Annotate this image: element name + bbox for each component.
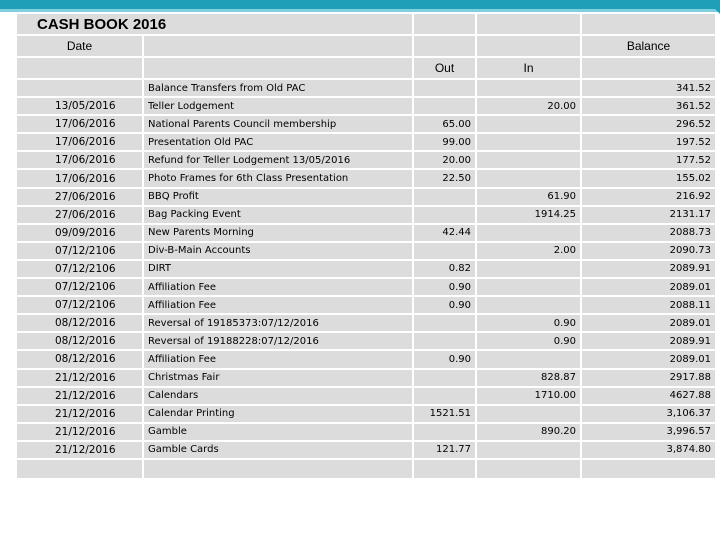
row-description: Gamble <box>143 423 413 441</box>
row-description: Reversal of 19188228:07/12/2016 <box>143 332 413 350</box>
row-balance: 2089.91 <box>581 260 716 278</box>
row-out <box>413 188 476 206</box>
row-date: 21/12/2016 <box>16 369 143 387</box>
row-in <box>476 350 581 368</box>
header-row-2 <box>16 57 716 79</box>
row-out <box>413 332 476 350</box>
row-balance: 177.52 <box>581 151 716 169</box>
row-in <box>476 405 581 423</box>
row-date: 17/06/2016 <box>16 115 143 133</box>
row-description: Div-B-Main Accounts <box>143 242 413 260</box>
row-out: 0.90 <box>413 350 476 368</box>
row-date: 08/12/2016 <box>16 332 143 350</box>
table-row <box>16 151 716 169</box>
row-description: New Parents Morning <box>143 224 413 242</box>
table-row <box>16 79 716 97</box>
row-description: Affiliation Fee <box>143 296 413 314</box>
row-in <box>476 224 581 242</box>
row-date: 21/12/2016 <box>16 387 143 405</box>
row-description: National Parents Council membership <box>143 115 413 133</box>
table-row <box>16 296 716 314</box>
row-in <box>476 79 581 97</box>
table-row <box>16 405 716 423</box>
row-description: Gamble Cards <box>143 441 413 459</box>
row-balance: 216.92 <box>581 188 716 206</box>
row-balance: 3,874.80 <box>581 441 716 459</box>
row-date: 08/12/2016 <box>16 350 143 368</box>
row-out: 121.77 <box>413 441 476 459</box>
row-description: Photo Frames for 6th Class Presentation <box>143 169 413 187</box>
row-date: 09/09/2016 <box>16 224 143 242</box>
row-out: 22.50 <box>413 169 476 187</box>
row-in: 0.90 <box>476 332 581 350</box>
row-in <box>476 169 581 187</box>
row-in <box>476 151 581 169</box>
table-row <box>16 350 716 368</box>
row-date: 17/06/2016 <box>16 169 143 187</box>
row-date: 07/12/2106 <box>16 260 143 278</box>
row-date: 17/06/2016 <box>16 133 143 151</box>
table-row <box>16 133 716 151</box>
row-description: Presentation Old PAC <box>143 133 413 151</box>
row-out: 1521.51 <box>413 405 476 423</box>
row-description: Teller Lodgement <box>143 97 413 115</box>
row-out: 42.44 <box>413 224 476 242</box>
row-description: Affiliation Fee <box>143 350 413 368</box>
table-row <box>16 314 716 332</box>
row-date: 13/05/2016 <box>16 97 143 115</box>
row-out: 20.00 <box>413 151 476 169</box>
table-row <box>16 224 716 242</box>
row-out: 0.82 <box>413 260 476 278</box>
table-row <box>16 260 716 278</box>
row-in <box>476 115 581 133</box>
row-balance: 3,106.37 <box>581 405 716 423</box>
row-balance: 341.52 <box>581 79 716 97</box>
row-date: 21/12/2016 <box>16 405 143 423</box>
cash-book-table <box>15 12 717 480</box>
row-balance: 2089.01 <box>581 314 716 332</box>
table-row <box>16 242 716 260</box>
table-row <box>16 441 716 459</box>
row-date: 08/12/2016 <box>16 314 143 332</box>
row-out <box>413 369 476 387</box>
row-balance: 2089.01 <box>581 350 716 368</box>
table-row <box>16 423 716 441</box>
table-row <box>16 387 716 405</box>
row-balance: 3,996.57 <box>581 423 716 441</box>
row-in: 1710.00 <box>476 387 581 405</box>
row-balance: 2131.17 <box>581 206 716 224</box>
row-in: 828.87 <box>476 369 581 387</box>
row-balance: 296.52 <box>581 115 716 133</box>
row-date: 07/12/2106 <box>16 278 143 296</box>
table-row <box>16 115 716 133</box>
table-row <box>16 169 716 187</box>
row-description: Balance Transfers from Old PAC <box>143 79 413 97</box>
row-in: 1914.25 <box>476 206 581 224</box>
row-date: 27/06/2016 <box>16 206 143 224</box>
row-in: 890.20 <box>476 423 581 441</box>
row-date: 21/12/2016 <box>16 441 143 459</box>
row-balance: 155.02 <box>581 169 716 187</box>
out-header: Out <box>413 57 476 79</box>
title-row <box>16 13 716 35</box>
row-out <box>413 423 476 441</box>
table-row <box>16 188 716 206</box>
table-row <box>16 97 716 115</box>
in-header: In <box>476 57 581 79</box>
row-out <box>413 242 476 260</box>
top-accent-bar <box>0 0 720 9</box>
row-out <box>413 206 476 224</box>
row-balance: 2088.11 <box>581 296 716 314</box>
row-balance: 4627.88 <box>581 387 716 405</box>
row-out <box>413 79 476 97</box>
row-in <box>476 278 581 296</box>
row-balance: 2917.88 <box>581 369 716 387</box>
row-in <box>476 441 581 459</box>
row-out: 99.00 <box>413 133 476 151</box>
row-balance: 2090.73 <box>581 242 716 260</box>
row-description: Refund for Teller Lodgement 13/05/2016 <box>143 151 413 169</box>
row-in <box>476 133 581 151</box>
table-row <box>16 332 716 350</box>
balance-header: Balance <box>581 35 716 57</box>
table-row <box>16 278 716 296</box>
row-out: 0.90 <box>413 278 476 296</box>
row-in <box>476 260 581 278</box>
blank-row <box>16 459 716 479</box>
row-date: 07/12/2106 <box>16 242 143 260</box>
row-date: 27/06/2016 <box>16 188 143 206</box>
row-in: 2.00 <box>476 242 581 260</box>
row-date <box>16 79 143 97</box>
row-balance: 197.52 <box>581 133 716 151</box>
row-description: DIRT <box>143 260 413 278</box>
row-description: BBQ Profit <box>143 188 413 206</box>
row-date: 07/12/2106 <box>16 296 143 314</box>
row-description: Christmas Fair <box>143 369 413 387</box>
row-out: 0.90 <box>413 296 476 314</box>
row-out: 65.00 <box>413 115 476 133</box>
row-description: Affiliation Fee <box>143 278 413 296</box>
row-in: 20.00 <box>476 97 581 115</box>
date-header: Date <box>16 35 143 57</box>
table-row <box>16 206 716 224</box>
row-out <box>413 314 476 332</box>
row-balance: 2088.73 <box>581 224 716 242</box>
row-description: Calendar Printing <box>143 405 413 423</box>
row-out <box>413 387 476 405</box>
row-description: Bag Packing Event <box>143 206 413 224</box>
header-row-1 <box>16 35 716 57</box>
table-row <box>16 369 716 387</box>
row-balance: 361.52 <box>581 97 716 115</box>
row-date: 21/12/2016 <box>16 423 143 441</box>
row-balance: 2089.01 <box>581 278 716 296</box>
row-description: Calendars <box>143 387 413 405</box>
row-in: 61.90 <box>476 188 581 206</box>
row-date: 17/06/2016 <box>16 151 143 169</box>
row-balance: 2089.91 <box>581 332 716 350</box>
page-title: CASH BOOK 2016 <box>16 13 413 35</box>
row-in: 0.90 <box>476 314 581 332</box>
row-out <box>413 97 476 115</box>
row-description: Reversal of 19185373:07/12/2016 <box>143 314 413 332</box>
row-in <box>476 296 581 314</box>
